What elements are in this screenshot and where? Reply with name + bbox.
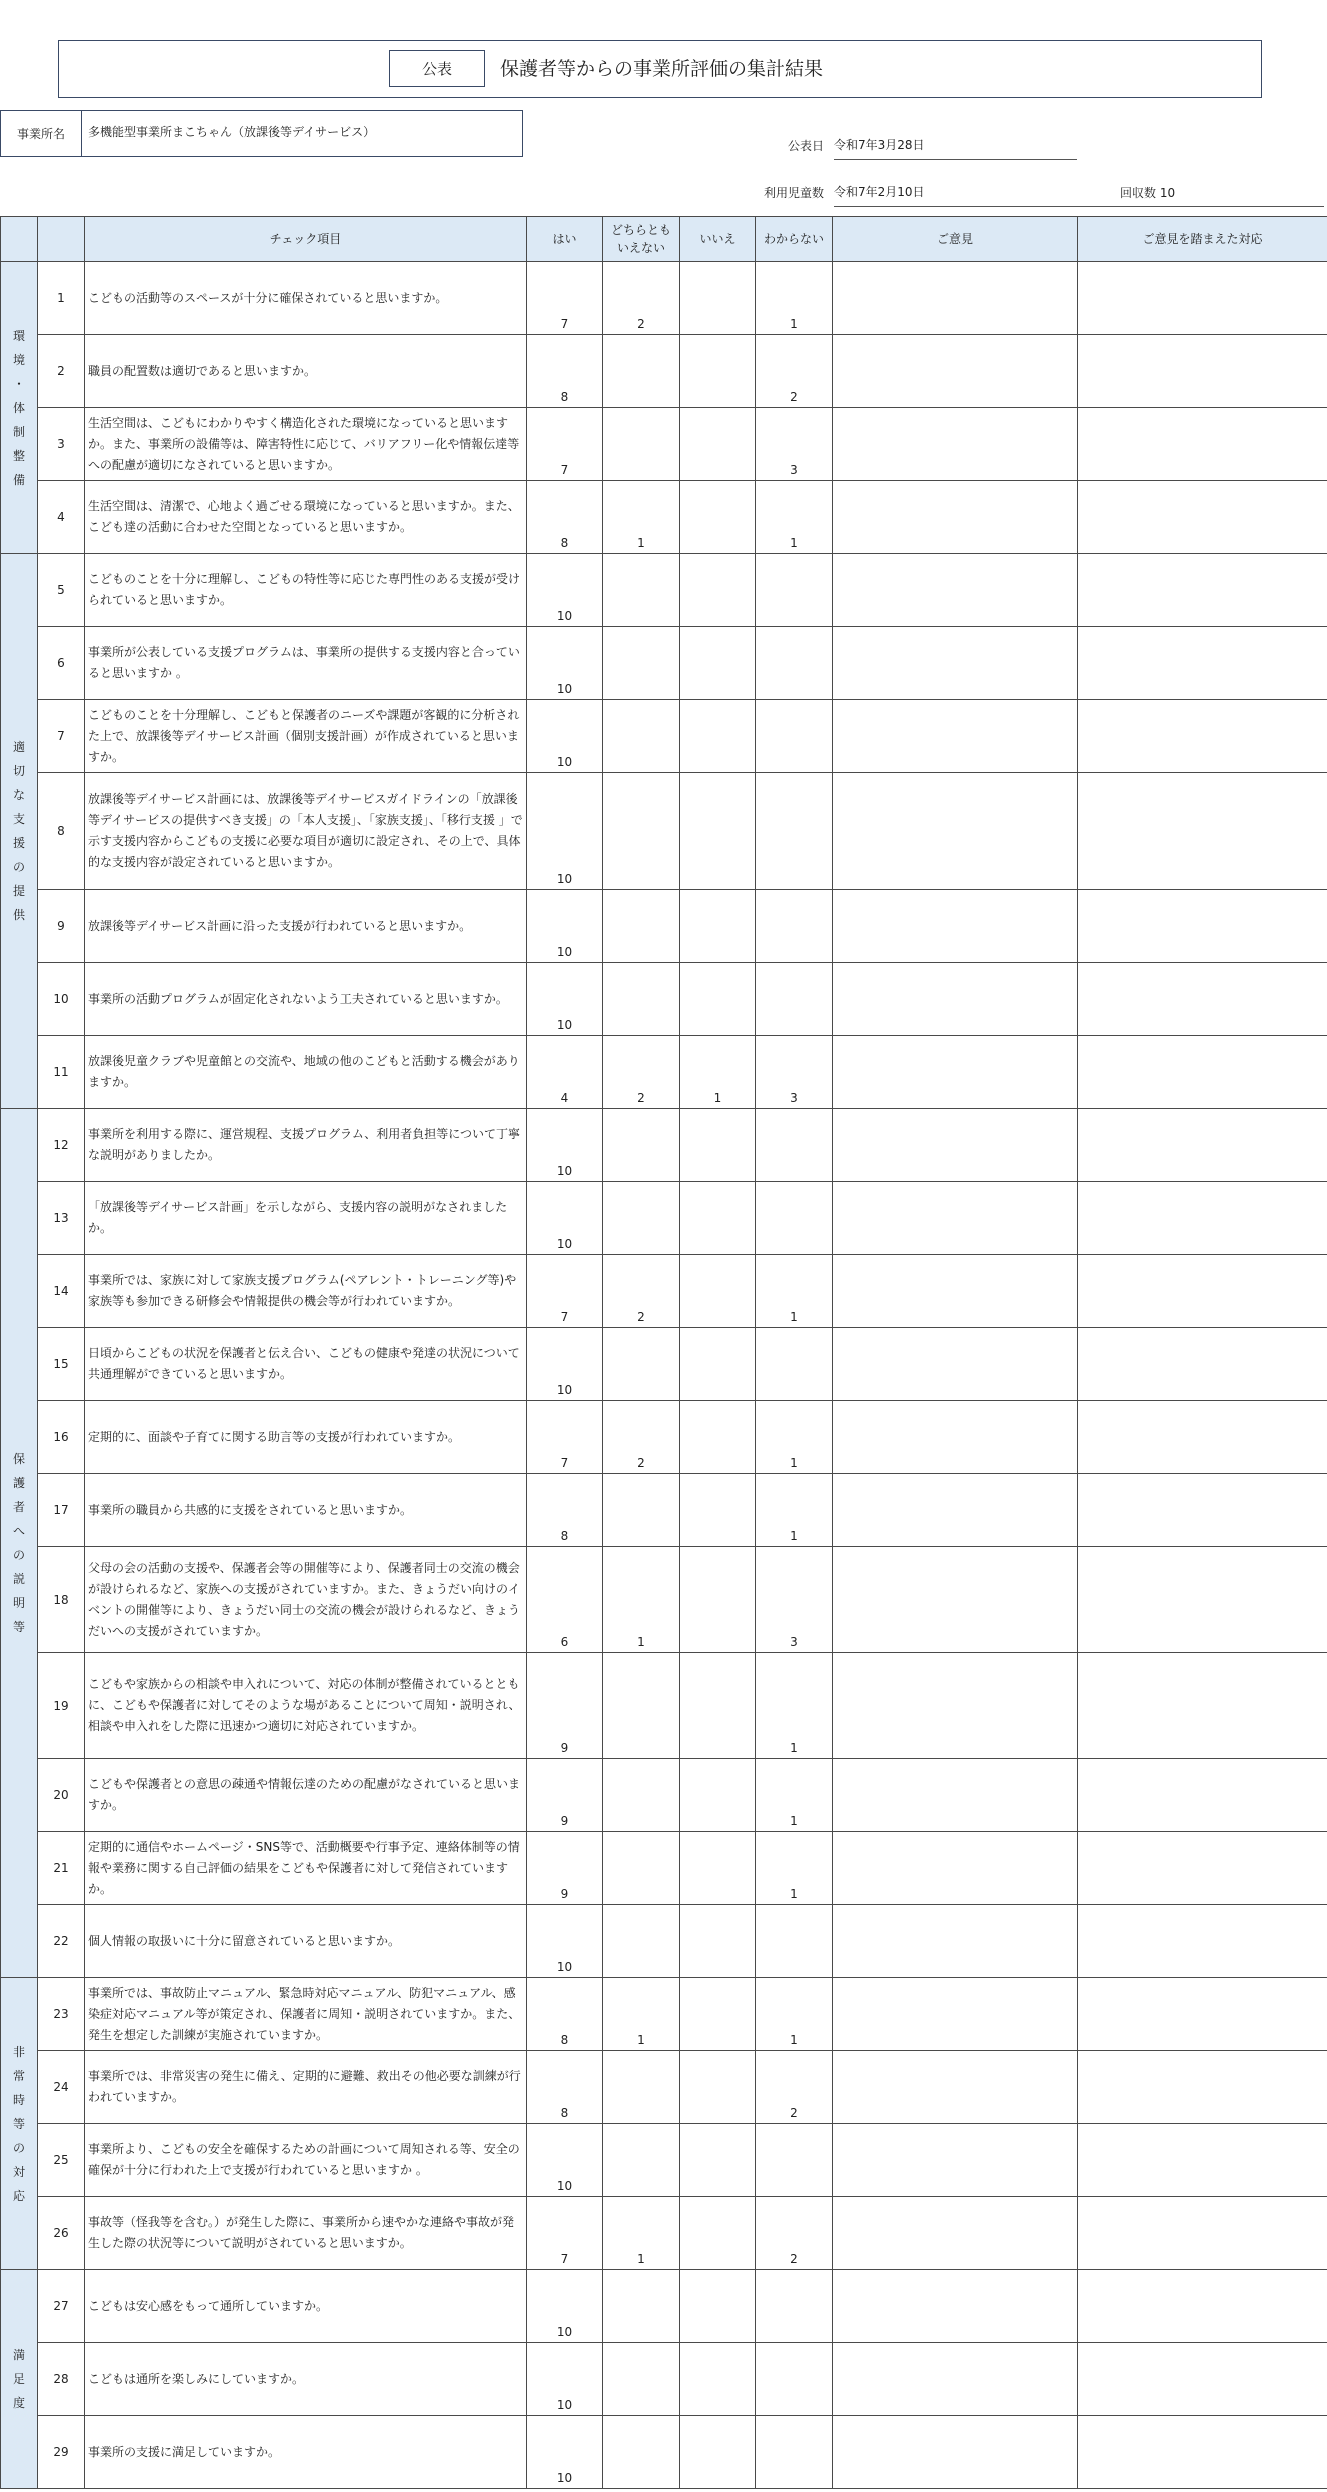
opinion-cell xyxy=(833,1759,1078,1832)
category-header xyxy=(1,217,38,262)
response-cell xyxy=(1078,627,1327,700)
table-row xyxy=(1,2197,1327,2270)
response-cell xyxy=(1078,2416,1327,2489)
neither-count xyxy=(603,2270,680,2343)
neither-count: 1 xyxy=(603,1547,680,1653)
table-row xyxy=(1,1036,1327,1109)
response-cell xyxy=(1078,1759,1327,1832)
response-cell xyxy=(1078,1832,1327,1905)
category-cell: 環 境 ・ 体 制 整 備 xyxy=(1,262,38,554)
yes-count: 10 xyxy=(527,1182,603,1255)
item-number: 5 xyxy=(38,554,85,627)
no-count xyxy=(680,554,756,627)
no-count xyxy=(680,262,756,335)
yes-count: 7 xyxy=(527,408,603,481)
no-count xyxy=(680,2343,756,2416)
office-name-box xyxy=(0,110,523,157)
check-item-text: こどものことを十分理解し、こどもと保護者のニーズや課題が客観的に分析された上で、放課後等デイサービス計画（個別支援計画）が作成されていると思いますか。 xyxy=(85,700,527,773)
table-row xyxy=(1,773,1327,890)
item-number: 28 xyxy=(38,2343,85,2416)
no-count xyxy=(680,1905,756,1978)
office-name: 多機能型事業所まこちゃん（放課後等デイサービス） xyxy=(88,125,376,139)
unknown-count: 1 xyxy=(756,481,833,554)
item-number: 13 xyxy=(38,1182,85,1255)
item-number: 18 xyxy=(38,1547,85,1653)
yes-count: 7 xyxy=(527,1401,603,1474)
yes-count: 10 xyxy=(527,2270,603,2343)
table-row xyxy=(1,335,1327,408)
neither-count: 2 xyxy=(603,1401,680,1474)
opinion-cell xyxy=(833,1474,1078,1547)
check-item-text: 定期的に通信やホームページ・SNS等で、活動概要や行事予定、連絡体制等の情報や業務に関する自己評価の結果をこどもや保護者に対して発信されていますか。 xyxy=(85,1832,527,1905)
unknown-count: 3 xyxy=(756,408,833,481)
item-number: 3 xyxy=(38,408,85,481)
check-item-text: 放課後等デイサービス計画に沿った支援が行われていると思いますか。 xyxy=(85,890,527,963)
unknown-count xyxy=(756,1905,833,1978)
table-row xyxy=(1,408,1327,481)
check-item-text: 事業所より、こどもの安全を確保するための計画について周知される等、安全の確保が十分に行われた上で支援が行われていると思いますか 。 xyxy=(85,2124,527,2197)
neither-count: 1 xyxy=(603,1978,680,2051)
response-cell xyxy=(1078,1328,1327,1401)
check-item-text: 放課後児童クラブや児童館との交流や、地域の他のこどもと活動する機会がありますか。 xyxy=(85,1036,527,1109)
yes-count: 10 xyxy=(527,2416,603,2489)
response-cell xyxy=(1078,1547,1327,1653)
table-row xyxy=(1,1905,1327,1978)
table-row xyxy=(1,2416,1327,2489)
no-count xyxy=(680,335,756,408)
users-label: 利用児童数 xyxy=(764,186,825,200)
neither-count xyxy=(603,1109,680,1182)
response-cell xyxy=(1078,335,1327,408)
no-count xyxy=(680,2124,756,2197)
item-number: 12 xyxy=(38,1109,85,1182)
check-item-text: 生活空間は、こどもにわかりやすく構造化された環境になっていると思いますか。また、事業所の設備等は、障害特性に応じて、バリアフリー化や情報伝達等への配慮が適切になされていると思いますか。 xyxy=(85,408,527,481)
opinion-cell xyxy=(833,1905,1078,1978)
opinion-cell xyxy=(833,2197,1078,2270)
check-item-text: 職員の配置数は適切であると思いますか。 xyxy=(85,335,527,408)
no-count xyxy=(680,773,756,890)
item-number: 9 xyxy=(38,890,85,963)
neither-count xyxy=(603,2124,680,2197)
table-row xyxy=(1,481,1327,554)
response-cell xyxy=(1078,2343,1327,2416)
item-number: 22 xyxy=(38,1905,85,1978)
opinion-cell xyxy=(833,2416,1078,2489)
unknown-count xyxy=(756,1109,833,1182)
item-number: 6 xyxy=(38,627,85,700)
publish-date-label: 公表日 xyxy=(788,139,825,153)
neither-count xyxy=(603,1474,680,1547)
item-number: 23 xyxy=(38,1978,85,2051)
unknown-count: 1 xyxy=(756,1653,833,1759)
item-number: 2 xyxy=(38,335,85,408)
item-number: 25 xyxy=(38,2124,85,2197)
yes-count: 10 xyxy=(527,963,603,1036)
no-count xyxy=(680,963,756,1036)
opinion-cell xyxy=(833,700,1078,773)
table-row xyxy=(1,1978,1327,2051)
response-cell xyxy=(1078,1182,1327,1255)
unknown-header: わからない xyxy=(756,217,833,262)
table-row xyxy=(1,890,1327,963)
table-row xyxy=(1,627,1327,700)
no-count xyxy=(680,481,756,554)
unknown-count xyxy=(756,1182,833,1255)
no-count xyxy=(680,890,756,963)
no-header: いいえ xyxy=(680,217,756,262)
neither-count xyxy=(603,2051,680,2124)
check-item-text: 定期的に、面談や子育てに関する助言等の支援が行われていますか。 xyxy=(85,1401,527,1474)
opinion-cell xyxy=(833,262,1078,335)
unknown-count xyxy=(756,2124,833,2197)
no-count xyxy=(680,2270,756,2343)
item-number: 8 xyxy=(38,773,85,890)
check-item-text: こどもは安心感をもって通所していますか。 xyxy=(85,2270,527,2343)
yes-count: 10 xyxy=(527,773,603,890)
table-row xyxy=(1,1255,1327,1328)
yes-count: 8 xyxy=(527,2051,603,2124)
yes-count: 10 xyxy=(527,627,603,700)
table-row xyxy=(1,1474,1327,1547)
opinion-cell xyxy=(833,1109,1078,1182)
opinion-cell xyxy=(833,1255,1078,1328)
response-cell xyxy=(1078,2051,1327,2124)
no-count xyxy=(680,2416,756,2489)
neither-count: 2 xyxy=(603,1255,680,1328)
unknown-count: 2 xyxy=(756,2197,833,2270)
item-number: 21 xyxy=(38,1832,85,1905)
no-count xyxy=(680,1182,756,1255)
unknown-count xyxy=(756,963,833,1036)
no-count xyxy=(680,1474,756,1547)
no-count xyxy=(680,1328,756,1401)
unknown-count xyxy=(756,773,833,890)
item-number: 27 xyxy=(38,2270,85,2343)
opinion-cell xyxy=(833,1182,1078,1255)
yes-count: 9 xyxy=(527,1653,603,1759)
check-item-text: 事業所では、家族に対して家族支援プログラム(ペアレント・トレーニング等)や家族等も参加できる研修会や情報提供の機会等が行われていますか。 xyxy=(85,1255,527,1328)
opinion-cell xyxy=(833,554,1078,627)
yes-count: 6 xyxy=(527,1547,603,1653)
yes-count: 10 xyxy=(527,1328,603,1401)
opinion-cell xyxy=(833,2051,1078,2124)
response-cell xyxy=(1078,408,1327,481)
check-item-text: 事業所の職員から共感的に支援をされていると思いますか。 xyxy=(85,1474,527,1547)
yes-count: 8 xyxy=(527,1474,603,1547)
yes-count: 7 xyxy=(527,262,603,335)
neither-count xyxy=(603,963,680,1036)
unknown-count: 3 xyxy=(756,1036,833,1109)
neither-count: 2 xyxy=(603,262,680,335)
no-count xyxy=(680,1832,756,1905)
no-count xyxy=(680,1759,756,1832)
response-cell xyxy=(1078,1255,1327,1328)
table-row xyxy=(1,554,1327,627)
response-cell xyxy=(1078,1905,1327,1978)
item-number: 4 xyxy=(38,481,85,554)
item-number: 7 xyxy=(38,700,85,773)
unknown-count: 1 xyxy=(756,1401,833,1474)
opinion-cell xyxy=(833,2124,1078,2197)
response-cell xyxy=(1078,1653,1327,1759)
no-count xyxy=(680,700,756,773)
unknown-count xyxy=(756,2270,833,2343)
yes-count: 10 xyxy=(527,700,603,773)
neither-count xyxy=(603,1759,680,1832)
opinion-header: ご意見 xyxy=(833,217,1078,262)
response-cell xyxy=(1078,963,1327,1036)
unknown-count: 1 xyxy=(756,1255,833,1328)
users-value: 令和7年2月10日 xyxy=(834,183,1324,207)
category-cell: 適 切 な 支 援 の 提 供 xyxy=(1,554,38,1109)
opinion-cell xyxy=(833,963,1078,1036)
opinion-cell xyxy=(833,1832,1078,1905)
check-item-text: 事故等（怪我等を含む。）が発生した際に、事業所から速やかな連絡や事故が発生した際の状況等について説明がされていると思いますか。 xyxy=(85,2197,527,2270)
table-row xyxy=(1,1401,1327,1474)
response-cell xyxy=(1078,1109,1327,1182)
item-number: 20 xyxy=(38,1759,85,1832)
opinion-cell xyxy=(833,627,1078,700)
response-count: 回収数 10 xyxy=(1120,186,1176,200)
unknown-count xyxy=(756,627,833,700)
item-number: 16 xyxy=(38,1401,85,1474)
neither-count xyxy=(603,2416,680,2489)
opinion-cell xyxy=(833,481,1078,554)
opinion-cell xyxy=(833,1328,1078,1401)
publish-badge: 公表 xyxy=(389,50,485,87)
check-item-text: こどもは通所を楽しみにしていますか。 xyxy=(85,2343,527,2416)
table-row xyxy=(1,262,1327,335)
item-number: 15 xyxy=(38,1328,85,1401)
unknown-count xyxy=(756,554,833,627)
table-row xyxy=(1,2270,1327,2343)
yes-count: 8 xyxy=(527,1978,603,2051)
response-cell xyxy=(1078,1036,1327,1109)
opinion-cell xyxy=(833,1036,1078,1109)
header-row xyxy=(1,217,1327,262)
yes-count: 10 xyxy=(527,1109,603,1182)
neither-count xyxy=(603,408,680,481)
table-row xyxy=(1,700,1327,773)
opinion-cell xyxy=(833,1978,1078,2051)
table-row xyxy=(1,2124,1327,2197)
table-row xyxy=(1,2343,1327,2416)
number-header xyxy=(38,217,85,262)
opinion-cell xyxy=(833,773,1078,890)
neither-count xyxy=(603,1182,680,1255)
unknown-count xyxy=(756,700,833,773)
category-cell: 保 護 者 へ の 説 明 等 xyxy=(1,1109,38,1978)
unknown-count: 1 xyxy=(756,1978,833,2051)
yes-count: 7 xyxy=(527,1255,603,1328)
no-count xyxy=(680,1401,756,1474)
check-item-text: こどもや家族からの相談や申入れについて、対応の体制が整備されているとともに、こどもや保護者に対してそのような場があることについて周知・説明され、相談や申入れをした際に迅速かつ適切に対応されていますか。 xyxy=(85,1653,527,1759)
opinion-cell xyxy=(833,2270,1078,2343)
check-item-text: 日頃からこどもの状況を保護者と伝え合い、こどもの健康や発達の状況について共通理解ができていると思いますか。 xyxy=(85,1328,527,1401)
no-count xyxy=(680,408,756,481)
check-item-text: こどもや保護者との意思の疎通や情報伝達のための配慮がなされていると思いますか。 xyxy=(85,1759,527,1832)
check-item-text: 生活空間は、清潔で、心地よく過ごせる環境になっていると思いますか。また、こども達の活動に合わせた空間となっていると思いますか。 xyxy=(85,481,527,554)
table-row xyxy=(1,1759,1327,1832)
unknown-count xyxy=(756,1328,833,1401)
yes-count: 4 xyxy=(527,1036,603,1109)
opinion-cell xyxy=(833,1547,1078,1653)
neither-count xyxy=(603,700,680,773)
neither-count xyxy=(603,773,680,890)
yes-count: 8 xyxy=(527,335,603,408)
opinion-cell xyxy=(833,335,1078,408)
unknown-count: 1 xyxy=(756,1474,833,1547)
item-number: 10 xyxy=(38,963,85,1036)
neither-count xyxy=(603,627,680,700)
category-cell: 満 足 度 xyxy=(1,2270,38,2489)
neither-count xyxy=(603,1653,680,1759)
unknown-count xyxy=(756,2343,833,2416)
neither-header: どちらとも いえない xyxy=(603,217,680,262)
check-item-text: 父母の会の活動の支援や、保護者会等の開催等により、保護者同士の交流の機会が設けられるなど、家族への支援がされていますか。また、きょうだい向けのイベントの開催等により、きょうだい同士の交流の機会が設けられるなど、きょうだいへの支援がされていますか。 xyxy=(85,1547,527,1653)
neither-count: 1 xyxy=(603,2197,680,2270)
yes-count: 9 xyxy=(527,1832,603,1905)
check-item-text: 事業所では、非常災害の発生に備え、定期的に避難、救出その他必要な訓練が行われていますか。 xyxy=(85,2051,527,2124)
check-item-text: こどものことを十分に理解し、こどもの特性等に応じた専門性のある支援が受けられていると思いますか。 xyxy=(85,554,527,627)
no-count xyxy=(680,1109,756,1182)
category-cell: 非 常 時 等 の 対 応 xyxy=(1,1978,38,2270)
table-row xyxy=(1,2051,1327,2124)
table-row xyxy=(1,1109,1327,1182)
table-row xyxy=(1,1328,1327,1401)
item-number: 26 xyxy=(38,2197,85,2270)
check-item-header: チェック項目 xyxy=(85,217,527,262)
table-row xyxy=(1,1547,1327,1653)
response-cell xyxy=(1078,481,1327,554)
neither-count xyxy=(603,335,680,408)
item-number: 24 xyxy=(38,2051,85,2124)
check-item-text: 事業所では、事故防止マニュアル、緊急時対応マニュアル、防犯マニュアル、感染症対応マニュアル等が策定され、保護者に周知・説明されていますか。また、発生を想定した訓練が実施されていますか。 xyxy=(85,1978,527,2051)
response-cell xyxy=(1078,2197,1327,2270)
check-item-text: こどもの活動等のスペースが十分に確保されていると思いますか。 xyxy=(85,262,527,335)
yes-count: 10 xyxy=(527,1905,603,1978)
yes-count: 10 xyxy=(527,2124,603,2197)
check-item-text: 事業所の支援に満足していますか。 xyxy=(85,2416,527,2489)
yes-count: 7 xyxy=(527,2197,603,2270)
table-row xyxy=(1,1182,1327,1255)
unknown-count: 1 xyxy=(756,1832,833,1905)
no-count xyxy=(680,2197,756,2270)
table-row xyxy=(1,1832,1327,1905)
response-cell xyxy=(1078,2270,1327,2343)
unknown-count xyxy=(756,890,833,963)
yes-count: 9 xyxy=(527,1759,603,1832)
unknown-count: 1 xyxy=(756,1759,833,1832)
yes-count: 8 xyxy=(527,481,603,554)
check-item-text: 事業所を利用する際に、運営規程、支援プログラム、利用者負担等について丁寧な説明がありましたか。 xyxy=(85,1109,527,1182)
no-count xyxy=(680,1653,756,1759)
no-count xyxy=(680,2051,756,2124)
unknown-count xyxy=(756,2416,833,2489)
neither-count: 1 xyxy=(603,481,680,554)
item-number: 11 xyxy=(38,1036,85,1109)
response-cell xyxy=(1078,1401,1327,1474)
item-number: 1 xyxy=(38,262,85,335)
yes-count: 10 xyxy=(527,890,603,963)
office-label: 事業所名 xyxy=(1,111,82,156)
yes-count: 10 xyxy=(527,554,603,627)
check-item-text: 放課後等デイサービス計画には、放課後等デイサービスガイドラインの「放課後等デイサービスの提供すべき支援」の「本人支援」、「家族支援」、「移行支援 」で示す支援内容からこどもの支援に必要な項目が適切に設定され、その上で、具体的な支援内容が設定されていると思いますか。 xyxy=(85,773,527,890)
unknown-count: 3 xyxy=(756,1547,833,1653)
table-row xyxy=(1,1653,1327,1759)
item-number: 19 xyxy=(38,1653,85,1759)
unknown-count: 1 xyxy=(756,262,833,335)
response-cell xyxy=(1078,2124,1327,2197)
opinion-cell xyxy=(833,408,1078,481)
item-number: 17 xyxy=(38,1474,85,1547)
response-cell xyxy=(1078,890,1327,963)
no-count: 1 xyxy=(680,1036,756,1109)
response-cell xyxy=(1078,1978,1327,2051)
neither-count xyxy=(603,1832,680,1905)
yes-count: 10 xyxy=(527,2343,603,2416)
opinion-cell xyxy=(833,1401,1078,1474)
response-cell xyxy=(1078,773,1327,890)
response-cell xyxy=(1078,700,1327,773)
neither-count xyxy=(603,890,680,963)
neither-count xyxy=(603,2343,680,2416)
response-cell xyxy=(1078,262,1327,335)
opinion-cell xyxy=(833,2343,1078,2416)
neither-count xyxy=(603,1328,680,1401)
neither-count xyxy=(603,1905,680,1978)
neither-count xyxy=(603,554,680,627)
unknown-count: 2 xyxy=(756,335,833,408)
response-header: ご意見を踏まえた対応 xyxy=(1078,217,1327,262)
table-row xyxy=(1,963,1327,1036)
page-title: 保護者等からの事業所評価の集計結果 xyxy=(500,58,824,80)
response-cell xyxy=(1078,1474,1327,1547)
opinion-cell xyxy=(833,1653,1078,1759)
check-item-text: 事業所が公表している支援プログラムは、事業所の提供する支援内容と合っていると思いますか 。 xyxy=(85,627,527,700)
no-count xyxy=(680,1547,756,1653)
unknown-count: 2 xyxy=(756,2051,833,2124)
check-item-text: 「放課後等デイサービス計画」を示しながら、支援内容の説明がなされましたか。 xyxy=(85,1182,527,1255)
response-cell xyxy=(1078,554,1327,627)
item-number: 14 xyxy=(38,1255,85,1328)
no-count xyxy=(680,1255,756,1328)
neither-count: 2 xyxy=(603,1036,680,1109)
publish-date: 令和7年3月28日 xyxy=(834,136,1077,160)
check-item-text: 事業所の活動プログラムが固定化されないよう工夫されていると思いますか。 xyxy=(85,963,527,1036)
check-item-text: 個人情報の取扱いに十分に留意されていると思いますか。 xyxy=(85,1905,527,1978)
item-number: 29 xyxy=(38,2416,85,2489)
no-count xyxy=(680,627,756,700)
opinion-cell xyxy=(833,890,1078,963)
yes-header: はい xyxy=(527,217,603,262)
no-count xyxy=(680,1978,756,2051)
evaluation-table xyxy=(0,216,1327,2489)
